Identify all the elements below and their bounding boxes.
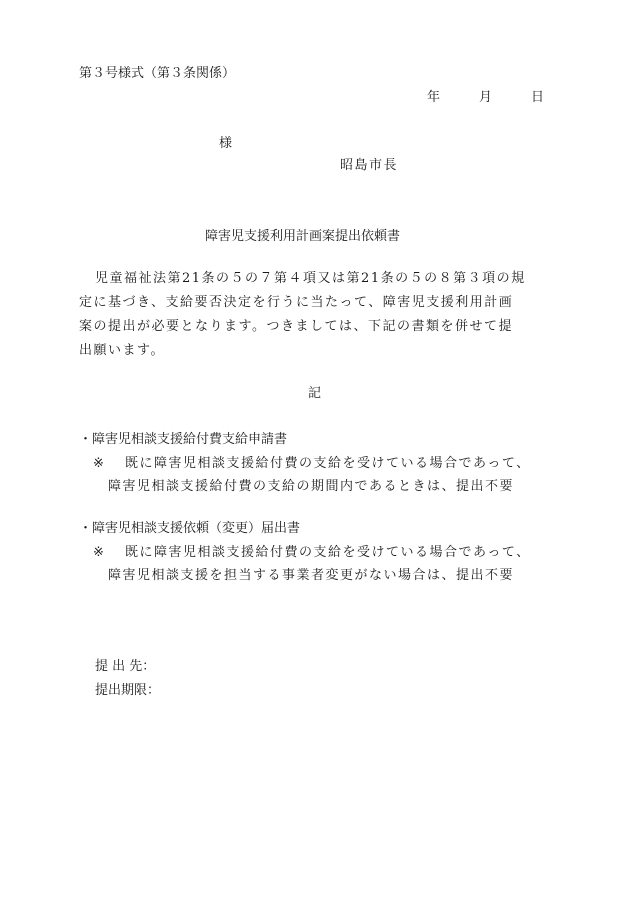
- submission-destination-label: 提 出 先：: [95, 659, 156, 674]
- date-line: [427, 91, 544, 104]
- sender-name: 昭島市長: [340, 158, 399, 173]
- date-day-label: 日: [531, 90, 545, 105]
- body-line: 児童福祉法第21条の５の７第４項又は第21条の５の８第３項の規: [95, 271, 526, 286]
- date-month-label: 月: [479, 90, 493, 105]
- submission-deadline-label: 提出期限：: [95, 683, 161, 698]
- note-mark: ※: [93, 456, 104, 471]
- body-line: 出願います。: [79, 343, 165, 358]
- item-note-line: 障害児相談支援を担当する事業者変更がない場合は、提出不要: [108, 568, 515, 583]
- note-mark: ※: [93, 545, 104, 560]
- ki-heading: 記: [308, 386, 322, 401]
- item-title: ・障害児相談支援給付費支給申請書: [79, 432, 288, 447]
- form-label: 第３号様式（第３条関係）: [79, 66, 236, 81]
- document-title: 障害児支援利用計画案提出依頼書: [205, 229, 401, 244]
- item-title: ・障害児相談支援依頼（変更）届出書: [79, 521, 301, 536]
- addressee-honorific: 様: [219, 136, 233, 151]
- item-note-line: 既に障害児相談支援給付費の支給を受けている場合であって、: [125, 545, 531, 560]
- date-year-label: 年: [427, 90, 441, 105]
- body-line: 案の提出が必要となります。つきましては、下記の書類を併せて提: [79, 319, 513, 334]
- body-line: 定に基づき、支給要否決定を行うに当たって、障害児支援利用計画: [79, 295, 514, 310]
- item-note-line: 障害児相談支援給付費の支給の期間内であるときは、提出不要: [108, 479, 515, 494]
- item-note-line: 既に障害児相談支援給付費の支給を受けている場合であって、: [125, 456, 531, 471]
